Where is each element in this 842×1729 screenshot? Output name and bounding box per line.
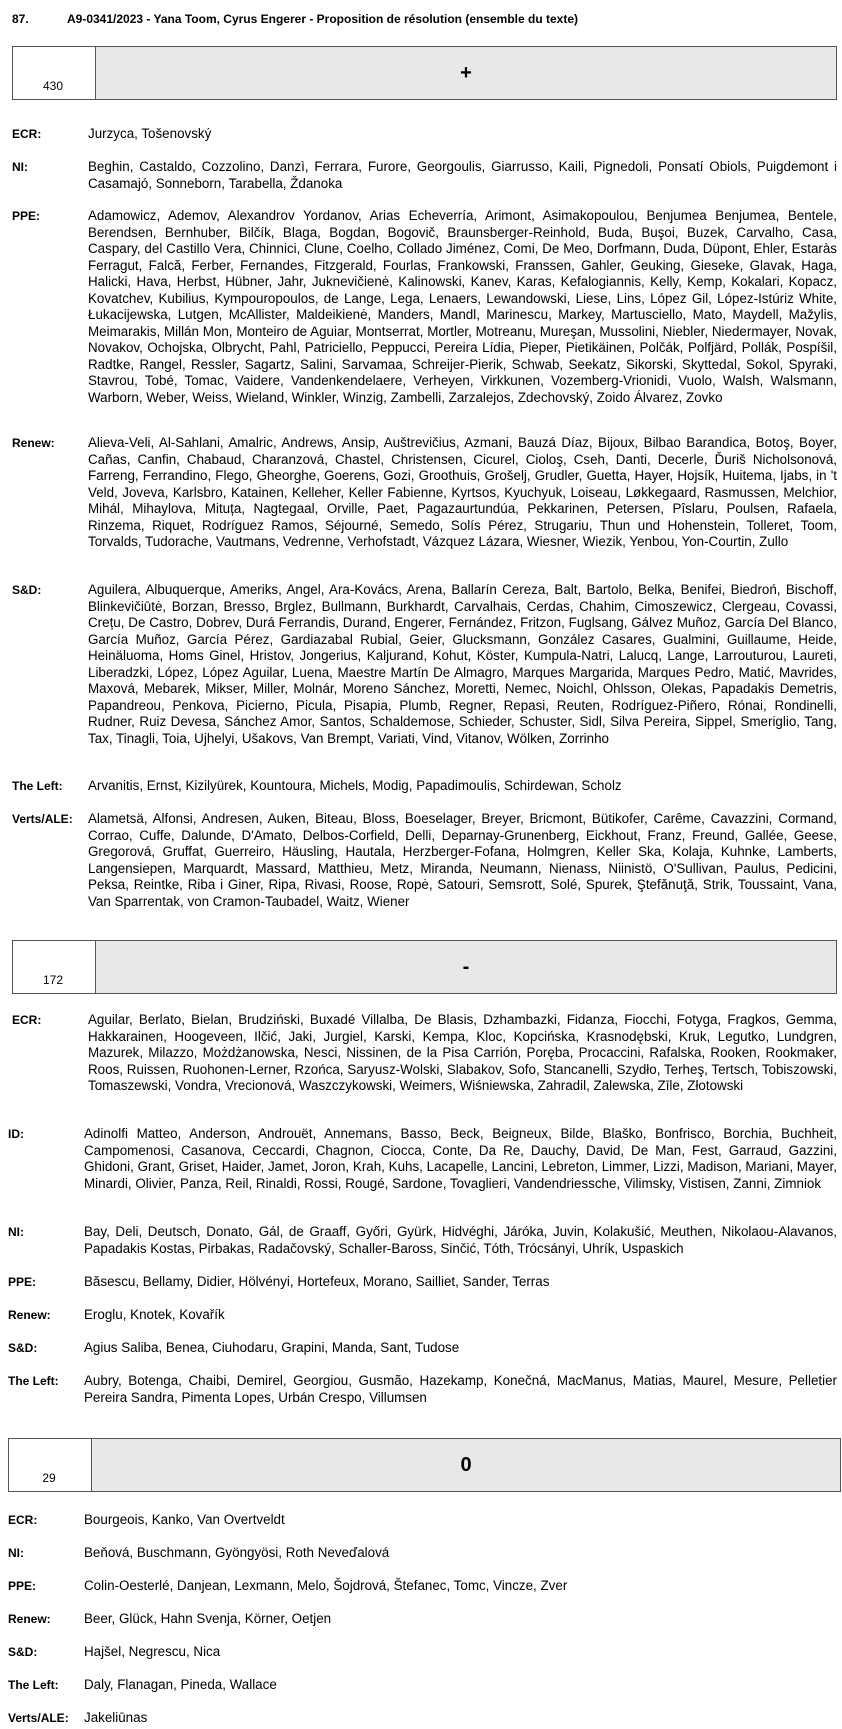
vote-box-against [12,940,837,994]
vote-header [12,12,578,26]
vote-symbol: - [95,941,836,993]
group-label: Verts/ALE: [12,812,73,826]
group-label: NI: [8,1546,24,1560]
group-names: Arvanitis, Ernst, Kizilyürek, Kountoura, Michels, Modig, Papadimoulis, Schirdewan, Scholz [88,778,622,793]
group-names: Alametsä, Alfonsi, Andresen, Auken, Biteau, Bloss, Boeselager, Breyer, Bricmont, Bütikofer, Carême, Cavazzini, Cormand, Corrao, Cuffe, Dalunde, D'Amato, Delbos-Corfield, Delli, Deparnay-Grunenberg, Eickhout, Franz, Freund, Gallée, Geese, Gregorová, Gruffat, Guerreiro, Häusling, Hautala, Herzberger-Fofana, Holmgren, Keller Ska, Kolaja, Kuhnke, Lamberts, Langensiepen, Marquardt, Massard, Matthieu, Metz, Miranda, Neumann, Nienass, Niinistö, O'Sullivan, Paulus, Pedicini, Peksa, Reintke, Riba i Giner, Ripa, Rivasi, Roose, Ropė, Satouri, Semsrott, Solé, Spurek, Ştefănuţă, Strik, Toussaint, Vana, Van Sparrentak, von Cramon-Taubadel, Waitz, Wiener [88,811,837,909]
vote-symbol: 0 [91,1439,840,1491]
group-label: PPE: [8,1579,37,1593]
group-names: Hajšel, Negrescu, Nica [84,1644,221,1659]
group-label: Renew: [8,1308,51,1322]
group-label: S&D: [8,1645,38,1659]
group-label: ECR: [8,1513,38,1527]
group-names: Eroglu, Knotek, Kovařík [84,1307,225,1322]
vote-count: 29 [42,1471,56,1485]
group-names: Bay, Deli, Deutsch, Donato, Gál, de Graaff, Győri, Gyürk, Hidvéghi, Járóka, Juvin, Kolakušić, Meuthen, Nikolaou-Alavanos, Papadakis Kostas, Pirbakas, Radačovský, Schaller-Baross, Sinčić, Tóth, Trócsányi, Uhrík, Uspaskich [84,1224,837,1256]
group-label: ID: [8,1127,24,1141]
group-names: Jakeliūnas [84,1710,148,1725]
group-names: Aguilera, Albuquerque, Ameriks, Angel, Ara-Kovács, Arena, Ballarín Cereza, Balt, Bartolo, Belka, Benifei, Biedroń, Bischoff, Blinkevičiūtė, Borzan, Bresso, Brglez, Bullmann, Burkhardt, Carvalhais, Cerdas, Chahim, Cimoszewicz, Clergeau, Covassi, Crețu, De Castro, Dobrev, Durá Ferrandis, Durand, Engerer, Fernández, Fritzon, Fuglsang, Gálvez Muñoz, García Del Blanco, García Muñoz, García Pérez, Gardiazabal Rubial, Geier, Glucksmann, González Casares, Gualmini, Guillaume, Heide, Heinäluoma, Homs Ginel, Hristov, Jongerius, Kaljurand, Kohut, Köster, Kumpula-Natri, Lalucq, Lange, Larrouturou, Laureti, Liberadzki, López, López Aguilar, Luena, Maestre Martín De Almagro, Marques Margarida, Marques Pedro, Matić, Mavrides, Maxová, Mebarek, Mikser, Miller, Molnár, Moreno Sánchez, Moretti, Nemec, Noichl, Ohlsson, Olekas, Papadakis Demetris, Papandreou, Penkova, Picierno, Picula, Pisapia, Plumb, Regner, Repasi, Reuten, Rodríguez-Piñero, Rónai, Rondinelli, Rudner, Ruiz Devesa, Sánchez Amor, Santos, Schaldemose, Schieder, Schuster, Sidl, Silva Pereira, Sippel, Smeriglio, Tang, Tax, Tinagli, Toia, Ujhelyi, Ušakovs, Van Brempt, Variati, Vind, Vitanov, Wölken, Zorrinho [88,582,837,746]
group-label: Verts/ALE: [8,1711,69,1725]
vote-title: A9-0341/2023 - Yana Toom, Cyrus Engerer - Proposition de résolution (ensemble du texte) [67,12,579,26]
group-label: PPE: [12,209,41,223]
group-names: Aubry, Botenga, Chaibi, Demirel, Georgiou, Gusmão, Hazekamp, Konečná, MacManus, Matias, Maurel, Mesure, Pelletier Pereira Sandra, Pimenta Lopes, Urbán Crespo, Villumsen [84,1373,837,1405]
group-label: ECR: [12,1013,42,1027]
group-names: Beer, Glück, Hahn Svenja, Körner, Oetjen [84,1611,332,1626]
group-label: Renew: [8,1612,51,1626]
group-label: S&D: [12,583,42,597]
group-names: Adamowicz, Ademov, Alexandrov Yordanov, Arias Echeverría, Arimont, Asimakopoulou, Benjumea Benjumea, Bentele, Berendsen, Bernhuber, Bilčík, Blaga, Bogdan, Bogovič, Braunsberger-Reinhold, Buda, Buşoi, Buzek, Carvalho, Casa, Caspary, del Castillo Vera, Chinnici, Clune, Coelho, Collado Jiménez, Comi, De Meo, Dorfmann, Duda, Düpont, Ehler, Estaràs Ferragut, Falcă, Ferber, Fernandes, Fitzgerald, Fourlas, Frankowski, Franssen, Gahler, Geuking, Gieseke, Glavak, Haga, Halicki, Hava, Herbst, Hübner, Jahr, Juknevičienė, Kalinowski, Kanev, Karas, Kefalogiannis, Kelly, Kemp, Kokalari, Kopacz, Kovatchev, Kubilius, Kympouropoulos, de Lange, Lega, Lenaers, Lewandowski, Liese, Lins, López Gil, López-Istúriz White, Łukacijewska, Lutgen, McAllister, Maldeikienė, Manders, Mandl, Marinescu, Markey, Martusciello, Mato, Maydell, Mažylis, Meimarakis, Millán Mon, Monteiro de Aguiar, Montserrat, Mortler, Motreanu, Mureşan, Mussolini, Niebler, Niedermayer, Novak, Novakov, Ochojska, Olbrycht, Pahl, Patriciello, Peppucci, Pereira Lídia, Pieper, Pietikäinen, Polčák, Polfjärd, Pollák, Pospíšil, Radtke, Rangel, Ressler, Sagartz, Salini, Sarvamaa, Schreijer-Pierik, Schwab, Seekatz, Sikorski, Skyttedal, Sokol, Spyraki, Stavrou, Tobé, Tomac, Vaidere, Vandenkendelaere, Verheyen, Virkkunen, Vozemberg-Vrionidi, Vuolo, Walsh, Walsmann, Warborn, Weber, Weiss, Wieland, Winkler, Winzig, Zambelli, Zarzalejos, Zdechovský, Zoido Álvarez, Zovko [88,208,837,405]
group-names: Jurzyca, Tošenovský [88,126,212,141]
group-names: Daly, Flanagan, Pineda, Wallace [84,1677,277,1692]
group-names: Bourgeois, Kanko, Van Overtveldt [84,1512,285,1527]
vote-count: 172 [42,973,64,987]
group-names: Agius Saliba, Benea, Ciuhodaru, Grapini, Manda, Sant, Tudose [84,1340,460,1355]
group-label: The Left: [8,1374,59,1388]
vote-count: 430 [42,79,64,93]
vote-symbol: + [95,47,836,99]
group-names: Aguilar, Berlato, Bielan, Brudziński, Buxadé Villalba, De Blasis, Dzhambazki, Fidanza, Fiocchi, Fotyga, Fragkos, Gemma, Hakkarainen, Hoogeveen, Ilčić, Jaki, Jurgiel, Karski, Kempa, Kloc, Kopcińska, Krasnodębski, Kruk, Legutko, Lundgren, Mazurek, Milazzo, Możdżanowska, Nesci, Nissinen, de la Pisa Carrión, Poręba, Procaccini, Rafalska, Rooken, Rookmaker, Roos, Ruissen, Ruohonen-Lerner, Rzońca, Saryusz-Wolski, Slabakov, Sofo, Stancanelli, Szydło, Terheş, Tertsch, Tobiszowski, Tomaszewski, Vondra, Vrecionová, Waszczykowski, Weimers, Wiśniewska, Zahradil, Zalewska, Zīle, Złotowski [88,1012,837,1093]
group-names: Alieva-Veli, Al-Sahlani, Amalric, Andrews, Ansip, Auštrevičius, Azmani, Bauzá Díaz, Bijoux, Bilbao Barandica, Botoş, Boyer, Cañas, Canfin, Chabaud, Charanzová, Chastel, Christensen, Cicurel, Cioloş, Cseh, Danti, Decerle, Ďuriš Nicholsonová, Farreng, Ferrandino, Flego, Gheorghe, Goerens, Gozi, Groothuis, Grošelj, Grudler, Guetta, Hayer, Hojsík, Huitema, Ijabs, in 't Veld, Joveva, Karlsbro, Katainen, Kelleher, Keller Fabienne, Kyrtsos, Kyuchyuk, Loiseau, Løkkegaard, Rasmussen, Melchior, Mihál, Mihaylova, Mituța, Nagtegaal, Orville, Paet, Pagazaurtundúa, Pekkarinen, Petersen, Pîslaru, Poulsen, Rafaela, Rinzema, Riquet, Rodríguez Ramos, Séjourné, Semedo, Solís Pérez, Strugariu, Thun und Hohenstein, Tolleret, Toom, Torvalds, Tudorache, Vautmans, Vedrenne, Verhofstadt, Vázquez Lázara, Wiesner, Wiezik, Yenbou, Yon-Courtin, Zullo [88,435,837,549]
group-names: Băsescu, Bellamy, Didier, Hölvényi, Hortefeux, Morano, Sailliet, Sander, Terras [84,1274,550,1289]
group-label: S&D: [8,1341,38,1355]
group-label: The Left: [12,779,63,793]
vote-box-for [12,46,837,100]
group-label: NI: [12,160,28,174]
group-label: Renew: [12,436,55,450]
vote-number: 87. [12,12,29,26]
vote-box-abstain [8,1438,841,1492]
group-names: Beghin, Castaldo, Cozzolino, Danzì, Ferrara, Furore, Georgoulis, Giarrusso, Kaili, Pignedoli, Ponsatí Obiols, Puigdemont i Casamajó, Sonneborn, Tarabella, Ždanoka [88,159,837,191]
group-label: The Left: [8,1678,59,1692]
group-label: PPE: [8,1275,37,1289]
group-names: Beňová, Buschmann, Gyöngyösi, Roth Neveďalová [84,1545,390,1560]
group-names: Adinolfi Matteo, Anderson, Androuët, Annemans, Basso, Beck, Beigneux, Bilde, Blaško, Bonfrisco, Borchia, Buchheit, Campomenosi, Casanova, Ceccardi, Chagnon, Ciocca, Conte, Da Re, Dauchy, David, De Man, Fest, Garraud, Gazzini, Ghidoni, Grant, Griset, Haider, Jamet, Joron, Krah, Kuhs, Lacapelle, Lancini, Lebreton, Limmer, Lizzi, Madison, Mariani, Mayer, Minardi, Olivier, Panza, Reil, Rinaldi, Rossi, Rougé, Sardone, Tovaglieri, Vandendriessche, Vilimsky, Vistisen, Zanni, Zimniok [84,1126,837,1191]
group-label: NI: [8,1225,24,1239]
group-label: ECR: [12,127,42,141]
group-names: Colin-Oesterlé, Danjean, Lexmann, Melo, Šojdrová, Štefanec, Tomc, Vincze, Zver [84,1578,568,1593]
